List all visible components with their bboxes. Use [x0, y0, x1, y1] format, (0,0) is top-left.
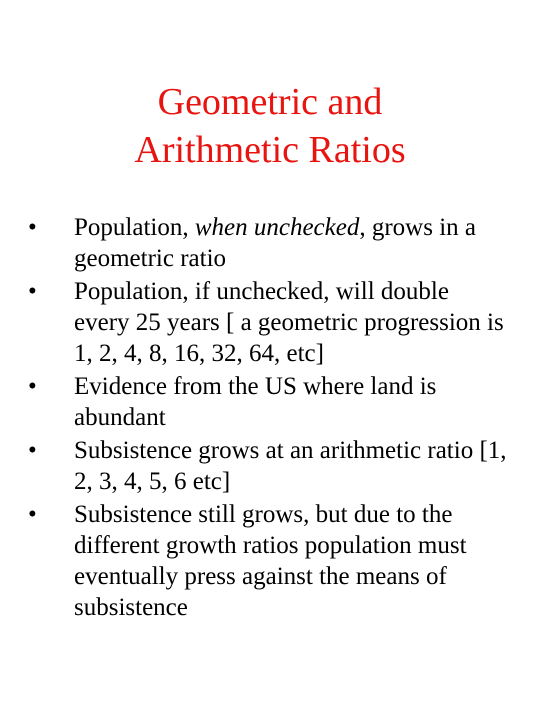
bullet-item-2	[28, 276, 508, 369]
bullet-item-3	[28, 371, 508, 433]
bullet-icon: •	[28, 373, 37, 400]
bullet-icon: •	[28, 501, 37, 528]
slide-title	[0, 78, 540, 174]
bullet-item-1	[28, 212, 508, 274]
bullet-1-emphasis: when unchecked	[194, 214, 360, 241]
bullet-5-text: Subsistence still grows, but due to the different growth ratios population must eventually press against the means of subsistence	[74, 501, 467, 621]
bullet-3-text: Evidence from the US where land is abundant	[74, 373, 437, 431]
bullet-icon: •	[28, 214, 37, 241]
bullet-2-text: Population, if unchecked, will double every 25 years [ a geometric progression is 1, 2, 4, 8, 16, 32, 64, etc]	[74, 278, 504, 367]
bullet-item-4	[28, 435, 508, 497]
bullet-icon: •	[28, 437, 37, 464]
bullet-item-5	[28, 499, 508, 623]
bullet-1-text-after: , grows in a geometric ratio	[74, 214, 477, 272]
bullet-1-text-before: Population,	[74, 214, 195, 241]
slide-title-line-1: Geometric and	[157, 81, 383, 123]
bullet-list	[28, 212, 508, 625]
bullet-icon: •	[28, 278, 37, 305]
slide-title-line-2: Arithmetic Ratios	[134, 129, 406, 171]
bullet-4-text: Subsistence grows at an arithmetic ratio [1, 2, 3, 4, 5, 6 etc]	[74, 437, 507, 495]
